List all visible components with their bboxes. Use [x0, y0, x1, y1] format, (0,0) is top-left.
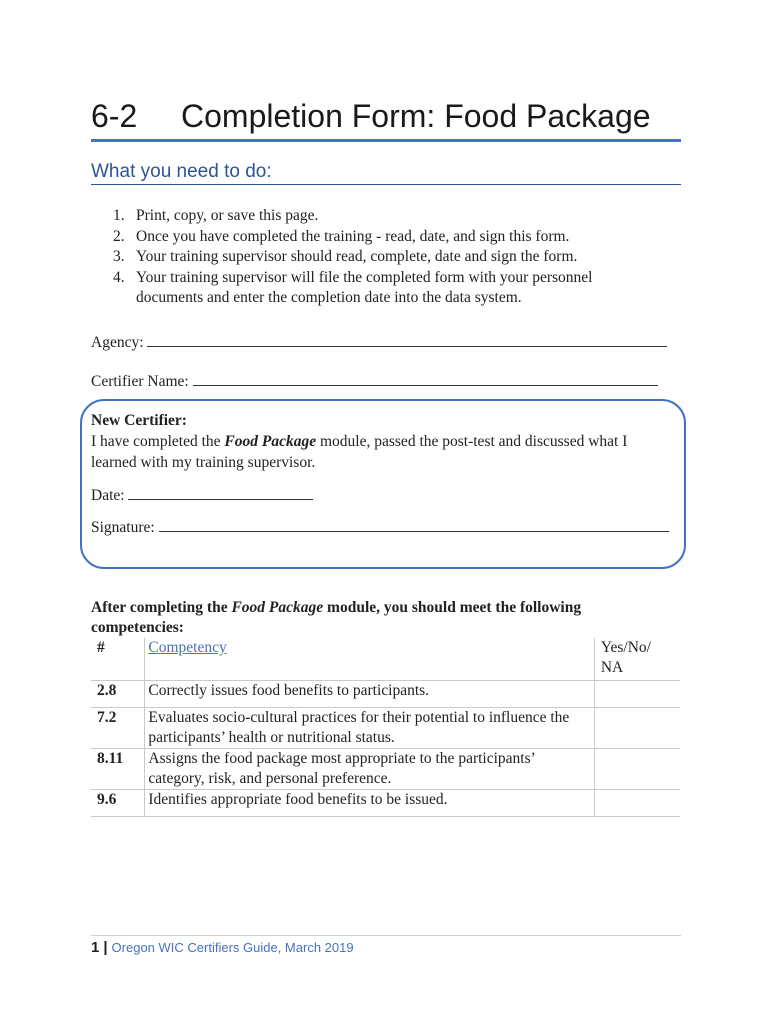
module-name: Food Package: [231, 599, 324, 616]
signature-label: Signature:: [91, 519, 155, 536]
module-name: Food Package: [224, 433, 317, 450]
table-row: 8.11 Assigns the food package most appropriate to the participants’ category, risk, and personal preference.: [91, 749, 680, 790]
footer-source: Oregon WIC Certifiers Guide, March 2019: [111, 940, 354, 955]
answer-cell[interactable]: [594, 681, 680, 708]
list-item: 3. Your training supervisor should read, complete, date and sign the form.: [113, 248, 578, 265]
date-label: Date:: [91, 487, 125, 504]
answer-cell[interactable]: [594, 708, 680, 749]
certifier-name-input[interactable]: [193, 370, 658, 386]
agency-label: Agency:: [91, 334, 144, 351]
list-item: 2. Once you have completed the training - read, date, and sign this form.: [113, 227, 570, 245]
answer-cell[interactable]: [594, 790, 680, 817]
subheading-rule: [91, 184, 681, 185]
header-num: #: [91, 638, 145, 681]
table-row: 9.6 Identifies appropriate food benefits to be issued.: [91, 790, 680, 817]
instruction-list: [100, 206, 660, 309]
table-row: 7.2 Evaluates socio-cultural practices for their potential to influence the participants’ health or nutritional status.: [91, 708, 680, 749]
table-header-row: [91, 638, 680, 681]
new-certifier-title: New Certifier:: [91, 412, 187, 429]
title-rule: [91, 139, 681, 142]
page-title: [91, 96, 681, 136]
new-certifier-statement: I have completed the Food Package module, passed the post-test and discussed what I learned with my training supervisor.: [91, 433, 628, 471]
header-competency-link[interactable]: Competency: [148, 639, 227, 656]
certifier-name-field: [91, 370, 658, 392]
answer-cell[interactable]: [594, 749, 680, 790]
footer-rule: [91, 935, 681, 936]
list-item: 1. Print, copy, or save this page.: [113, 207, 319, 224]
section-number: 6-2: [91, 98, 138, 134]
subheading: What you need to do:: [91, 161, 272, 182]
section-title: Completion Form: Food Package: [181, 98, 651, 134]
agency-input[interactable]: [147, 331, 667, 347]
page-number: 1: [91, 939, 100, 956]
certifier-name-label: Certifier Name:: [91, 373, 189, 390]
agency-field: [91, 331, 667, 353]
competency-table: [91, 638, 680, 817]
footer-separator: |: [103, 939, 108, 956]
signature-field: [91, 516, 669, 538]
date-input[interactable]: [128, 484, 313, 500]
competencies-intro: After completing the Food Package module, you should meet the following competencies:: [91, 599, 582, 636]
header-yes-no-na: Yes/No/ NA: [594, 638, 680, 681]
page-footer: [91, 938, 354, 958]
date-field: [91, 484, 313, 506]
signature-input[interactable]: [159, 516, 669, 532]
table-row: 2.8 Correctly issues food benefits to participants.: [91, 681, 680, 708]
list-item: 4. Your training supervisor will file the completed form with your personnel documents and enter the completion date into the data system.: [113, 268, 593, 306]
